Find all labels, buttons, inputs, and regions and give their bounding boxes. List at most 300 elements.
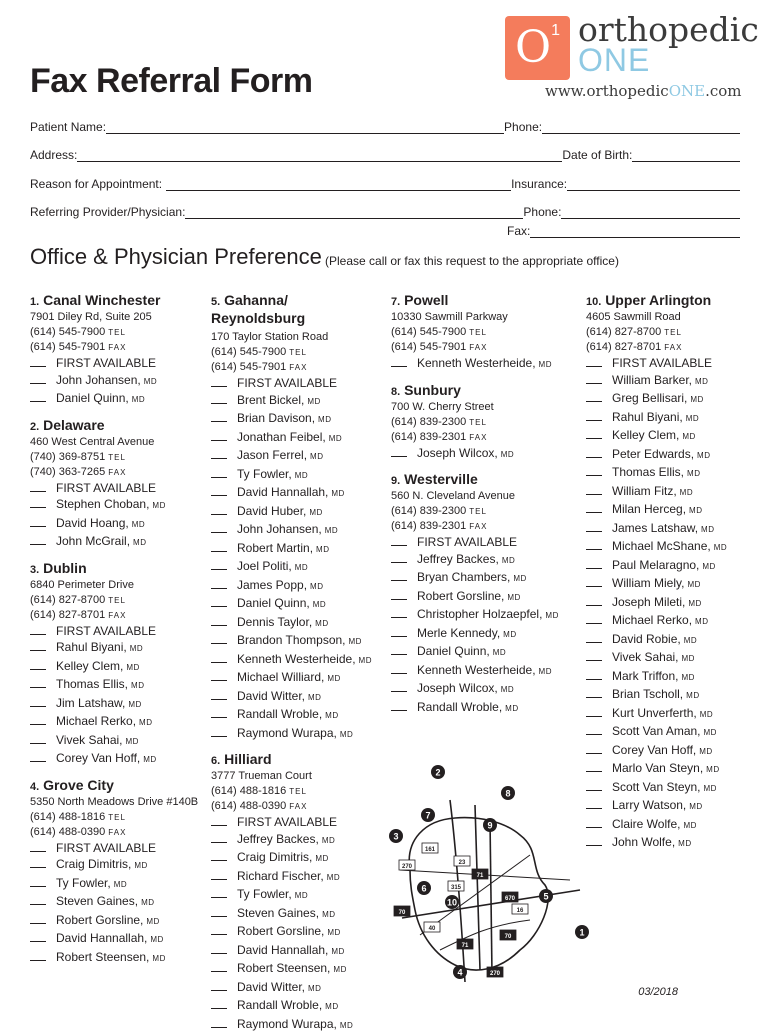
checkbox-line[interactable] (211, 961, 227, 972)
physician-credential: MD (325, 523, 338, 540)
physician-credential: MD (295, 888, 308, 905)
physician-option[interactable] (211, 923, 381, 942)
phone-label: Phone: (504, 120, 542, 134)
physician-option[interactable] (30, 515, 200, 534)
checkbox-line[interactable] (211, 633, 227, 644)
checkbox-line[interactable] (211, 393, 227, 404)
office-address: 460 West Central Avenue (30, 435, 200, 450)
physician-name: Michael Williard, (237, 669, 324, 686)
map-marker-label: 6 (421, 884, 426, 894)
checkbox-line[interactable] (391, 535, 407, 546)
physician-name: FIRST AVAILABLE (237, 375, 337, 392)
physician-credential: MD (704, 725, 717, 742)
office-name (30, 292, 200, 310)
physician-credential: MD (316, 542, 329, 559)
physician-option[interactable] (30, 949, 200, 968)
checkbox-line[interactable] (30, 913, 46, 924)
office-fax: (614) 488-0390 FAX (211, 799, 381, 814)
physician-credential: MD (131, 678, 144, 695)
physician-credential: MD (132, 392, 145, 409)
physician-name: John Johansen, (56, 372, 141, 389)
physician-credential: MD (706, 762, 719, 779)
physician-option[interactable] (586, 427, 756, 446)
office-number: 10. (586, 296, 601, 308)
physician-option[interactable] (30, 480, 200, 497)
physician-option[interactable] (30, 496, 200, 515)
physician-option[interactable] (586, 779, 756, 798)
physician-credential: MD (683, 818, 696, 835)
checkbox-line[interactable] (586, 650, 602, 661)
physician-name: Ty Fowler, (237, 466, 292, 483)
physician-credential: MD (331, 486, 344, 503)
office-name (30, 777, 200, 795)
physician-name: FIRST AVAILABLE (56, 355, 156, 372)
office-tel: (614) 545-7900 TEL (30, 325, 200, 340)
physician-option[interactable] (211, 632, 381, 651)
checkbox-line[interactable] (586, 595, 602, 606)
physician-name: FIRST AVAILABLE (56, 480, 156, 497)
physician-option[interactable] (211, 429, 381, 448)
checkbox-line[interactable] (211, 578, 227, 589)
checkbox-line[interactable] (30, 751, 46, 762)
checkbox-line[interactable] (30, 516, 46, 527)
physician-option[interactable] (391, 445, 576, 464)
physician-credential: MD (309, 505, 322, 522)
physician-name: Greg Bellisari, (612, 390, 687, 407)
physician-credential: MD (310, 449, 323, 466)
checkbox-line[interactable] (586, 632, 602, 643)
physician-option[interactable] (586, 501, 756, 520)
physician-option[interactable] (586, 686, 756, 705)
physician-option[interactable] (211, 484, 381, 503)
physician-credential: MD (313, 597, 326, 614)
checkbox-line[interactable] (211, 726, 227, 737)
checkbox-line[interactable] (391, 446, 407, 457)
physician-option[interactable] (391, 662, 576, 681)
route-number: 71 (462, 943, 469, 949)
address-field[interactable] (77, 149, 562, 162)
physician-option[interactable] (586, 594, 756, 613)
physician-name: James Latshaw, (612, 520, 698, 537)
office-column-3 (391, 284, 576, 717)
checkbox-line[interactable] (391, 626, 407, 637)
physician-option[interactable] (211, 725, 381, 744)
physician-credential: MD (144, 374, 157, 391)
physician-credential: MD (308, 981, 321, 998)
physician-name: Kenneth Westerheide, (237, 651, 356, 668)
logo-text-one: ONE (578, 42, 650, 79)
physician-option[interactable] (211, 558, 381, 577)
physician-option[interactable] (586, 649, 756, 668)
checkbox-line[interactable] (211, 504, 227, 515)
physician-option[interactable] (30, 893, 200, 912)
checkbox-line[interactable] (586, 743, 602, 754)
physician-option[interactable] (30, 930, 200, 949)
reason-field[interactable] (166, 178, 511, 191)
office-tel: (614) 488-1816 TEL (211, 784, 381, 799)
office-address: 700 W. Cherry Street (391, 400, 576, 415)
physician-option[interactable] (586, 575, 756, 594)
physician-option[interactable] (211, 503, 381, 522)
physician-option[interactable] (586, 520, 756, 539)
office-title: Sunbury (404, 382, 461, 398)
physician-name: FIRST AVAILABLE (417, 534, 517, 551)
checkbox-line[interactable] (586, 410, 602, 421)
checkbox-line[interactable] (586, 539, 602, 550)
checkbox-line[interactable] (30, 534, 46, 545)
physician-credential: MD (310, 579, 323, 596)
checkbox-line[interactable] (586, 502, 602, 513)
checkbox-line[interactable] (211, 541, 227, 552)
checkbox-line[interactable] (211, 998, 227, 1009)
physician-name: David Hannallah, (56, 930, 147, 947)
checkbox-line[interactable] (586, 558, 602, 569)
checkbox-line[interactable] (30, 950, 46, 961)
physician-option[interactable] (391, 699, 576, 718)
physician-option[interactable] (211, 905, 381, 924)
checkbox-line[interactable] (211, 522, 227, 533)
checkbox-line[interactable] (586, 706, 602, 717)
office-address: 560 N. Cleveland Avenue (391, 489, 576, 504)
physician-name: Robert Gorsline, (237, 923, 324, 940)
physician-option[interactable] (211, 706, 381, 725)
checkbox-line[interactable] (586, 391, 602, 402)
physician-option[interactable] (211, 595, 381, 614)
physician-option[interactable] (211, 410, 381, 429)
checkbox-line[interactable] (30, 356, 46, 367)
checkbox-line[interactable] (391, 700, 407, 711)
physician-option[interactable] (586, 668, 756, 687)
physician-option[interactable] (391, 569, 576, 588)
physician-name: David Witter, (237, 979, 305, 996)
checkbox-line[interactable] (586, 373, 602, 384)
checkbox-line[interactable] (30, 659, 46, 670)
office-address: 170 Taylor Station Road (211, 330, 381, 345)
physician-credential: MD (507, 590, 520, 607)
checkbox-line[interactable] (586, 521, 602, 532)
office-fax: (614) 545-7901 FAX (30, 340, 200, 355)
physician-option[interactable] (586, 742, 756, 761)
checkbox-line[interactable] (586, 428, 602, 439)
checkbox-line[interactable] (586, 576, 602, 587)
physician-name: Joel Politi, (237, 558, 292, 575)
checkbox-line[interactable] (211, 596, 227, 607)
physician-name: Robert Steensen, (237, 960, 330, 977)
checkbox-line[interactable] (211, 1017, 227, 1028)
checkbox-line[interactable] (30, 931, 46, 942)
physician-option[interactable] (586, 390, 756, 409)
physician-option[interactable] (211, 392, 381, 411)
phone-field[interactable] (542, 121, 740, 134)
checkbox-line[interactable] (30, 841, 46, 852)
physician-credential: MD (150, 932, 163, 949)
physician-name: Randall Wroble, (417, 699, 502, 716)
physician-option[interactable] (586, 409, 756, 428)
office-fax: (614) 545-7901 FAX (391, 340, 576, 355)
checkbox-line[interactable] (211, 670, 227, 681)
physician-option[interactable] (586, 372, 756, 391)
checkbox-line[interactable] (211, 411, 227, 422)
physician-credential: MD (700, 707, 713, 724)
physician-name: Corey Van Hoff, (612, 742, 696, 759)
physician-name: Daniel Quinn, (417, 643, 490, 660)
route-number: 70 (399, 910, 406, 916)
physician-option[interactable] (586, 464, 756, 483)
physician-option[interactable] (211, 814, 381, 831)
fax-field[interactable] (530, 225, 740, 238)
physician-option[interactable] (391, 680, 576, 699)
checkbox-line[interactable] (211, 467, 227, 478)
physician-option[interactable] (30, 856, 200, 875)
physician-option[interactable] (586, 631, 756, 650)
physician-option[interactable] (586, 705, 756, 724)
checkbox-line[interactable] (211, 850, 227, 861)
checkbox-line[interactable] (211, 943, 227, 954)
office-title: Hilliard (224, 751, 271, 767)
physician-credential: MD (322, 833, 335, 850)
physician-name: Brent Bickel, (237, 392, 304, 409)
physician-option[interactable] (211, 375, 381, 392)
physician-credential: MD (143, 752, 156, 769)
physician-credential: MD (114, 877, 127, 894)
map-marker-label: 4 (457, 968, 462, 978)
physician-option[interactable] (211, 688, 381, 707)
office-tel: (614) 827-8700 TEL (30, 593, 200, 608)
checkbox-line[interactable] (391, 552, 407, 563)
physician-name: Kelley Clem, (56, 658, 123, 675)
checkbox-line[interactable] (211, 887, 227, 898)
physician-credential: MD (697, 448, 710, 465)
physician-option[interactable] (586, 557, 756, 576)
checkbox-line[interactable] (211, 559, 227, 570)
physician-option[interactable] (211, 651, 381, 670)
referring-field[interactable] (185, 206, 523, 219)
physician-option[interactable] (586, 797, 756, 816)
checkbox-line[interactable] (211, 689, 227, 700)
map-marker-label: 1 (579, 928, 584, 938)
checkbox-line[interactable] (586, 613, 602, 624)
physician-option[interactable] (586, 538, 756, 557)
office-block (391, 382, 576, 464)
physician-option[interactable] (211, 466, 381, 485)
physician-option[interactable] (586, 816, 756, 835)
physician-credential: MD (501, 682, 514, 699)
checkbox-line[interactable] (211, 906, 227, 917)
checkbox-line[interactable] (391, 607, 407, 618)
physician-option[interactable] (30, 875, 200, 894)
patient-name-field[interactable] (106, 121, 504, 134)
physician-option[interactable] (391, 606, 576, 625)
checkbox-line[interactable] (30, 714, 46, 725)
physician-name: FIRST AVAILABLE (56, 840, 156, 857)
physician-name: Vivek Sahai, (612, 649, 679, 666)
checkbox-line[interactable] (30, 391, 46, 402)
physician-option[interactable] (211, 960, 381, 979)
checkbox-line[interactable] (586, 724, 602, 735)
physician-option[interactable] (211, 886, 381, 905)
checkbox-line[interactable] (391, 663, 407, 674)
checkbox-line[interactable] (211, 924, 227, 935)
physician-option[interactable] (30, 355, 200, 372)
checkbox-line[interactable] (586, 447, 602, 458)
physician-option[interactable] (586, 723, 756, 742)
physician-option[interactable] (586, 355, 756, 372)
office-name (30, 560, 200, 578)
checkbox-line[interactable] (586, 669, 602, 680)
checkbox-line[interactable] (586, 484, 602, 495)
physician-name: Thomas Ellis, (56, 676, 128, 693)
physician-name: FIRST AVAILABLE (237, 814, 337, 831)
checkbox-line[interactable] (30, 624, 46, 635)
checkbox-line[interactable] (30, 497, 46, 508)
physician-credential: MD (682, 651, 695, 668)
checkbox-line[interactable] (391, 681, 407, 692)
patient-row (30, 118, 740, 134)
physician-option[interactable] (586, 612, 756, 631)
physician-name: Brandon Thompson, (237, 632, 346, 649)
checkbox-line[interactable] (30, 857, 46, 868)
physician-option[interactable] (30, 372, 200, 391)
checkbox-line[interactable] (30, 696, 46, 707)
checkbox-line[interactable] (391, 644, 407, 655)
physician-credential: MD (699, 744, 712, 761)
checkbox-line[interactable] (391, 356, 407, 367)
physician-option[interactable] (30, 912, 200, 931)
physician-option[interactable] (586, 834, 756, 853)
route-number: 270 (490, 971, 501, 977)
logo-text-orthopedic: orthopedic (578, 10, 759, 49)
physician-option[interactable] (391, 643, 576, 662)
physician-name: Joseph Mileti, (612, 594, 685, 611)
physician-option[interactable] (211, 447, 381, 466)
office-block (30, 777, 200, 968)
checkbox-line[interactable] (391, 570, 407, 581)
physician-option[interactable] (211, 1016, 381, 1034)
physician-option[interactable] (391, 588, 576, 607)
office-fax: (614) 827-8701 FAX (586, 340, 756, 355)
checkbox-line[interactable] (30, 733, 46, 744)
office-number: 6. (211, 755, 220, 767)
physician-credential: MD (684, 633, 697, 650)
physician-option[interactable] (211, 997, 381, 1016)
physician-credential: MD (714, 540, 727, 557)
section-title: Office & Physician Preference (30, 244, 322, 270)
checkbox-line[interactable] (211, 832, 227, 843)
checkbox-line[interactable] (586, 465, 602, 476)
physician-option[interactable] (30, 695, 200, 714)
physician-name: FIRST AVAILABLE (56, 623, 156, 640)
checkbox-line[interactable] (30, 876, 46, 887)
insurance-field[interactable] (567, 178, 740, 191)
checkbox-line[interactable] (211, 652, 227, 663)
physician-credential: MD (327, 925, 340, 942)
physician-option[interactable] (211, 831, 381, 850)
physician-option[interactable] (391, 355, 576, 374)
office-block (211, 751, 381, 1034)
physician-option[interactable] (391, 625, 576, 644)
physician-credential: MD (702, 559, 715, 576)
checkbox-line[interactable] (586, 356, 602, 367)
physician-option[interactable] (30, 639, 200, 658)
physician-credential: MD (678, 836, 691, 853)
physician-name: Jeffrey Backes, (237, 831, 319, 848)
map-marker-label: 3 (393, 832, 398, 842)
physician-credential: MD (331, 944, 344, 961)
office-block (211, 292, 381, 743)
physician-option[interactable] (30, 750, 200, 769)
physician-option[interactable] (30, 623, 200, 640)
checkbox-line[interactable] (30, 677, 46, 688)
physician-option[interactable] (211, 868, 381, 887)
physician-option[interactable] (211, 577, 381, 596)
physician-option[interactable] (30, 390, 200, 409)
physician-name: Randall Wroble, (237, 706, 322, 723)
physician-credential: MD (704, 781, 717, 798)
physician-option[interactable] (30, 658, 200, 677)
section-note: (Please call or fax this request to the appropriate office) (325, 254, 619, 268)
physician-option[interactable] (211, 614, 381, 633)
physician-name: William Miely, (612, 575, 684, 592)
checkbox-line[interactable] (211, 980, 227, 991)
physician-option[interactable] (30, 533, 200, 552)
physician-option[interactable] (30, 676, 200, 695)
physician-option[interactable] (586, 483, 756, 502)
checkbox-line[interactable] (391, 589, 407, 600)
checkbox-line[interactable] (211, 869, 227, 880)
checkbox-line[interactable] (30, 640, 46, 651)
physician-name: Michael Rerko, (56, 713, 136, 730)
office-number: 7. (391, 296, 400, 308)
checkbox-line[interactable] (30, 481, 46, 492)
physician-option[interactable] (391, 551, 576, 570)
checkbox-line[interactable] (211, 707, 227, 718)
map-marker-label: 10 (447, 898, 457, 908)
checkbox-line[interactable] (211, 430, 227, 441)
route-number: 16 (517, 908, 524, 914)
office-address: 7901 Diley Rd, Suite 205 (30, 310, 200, 325)
physician-option[interactable] (211, 979, 381, 998)
checkbox-line[interactable] (211, 815, 227, 826)
physician-name: William Barker, (612, 372, 692, 389)
physician-option[interactable] (391, 534, 576, 551)
physician-credential: MD (501, 447, 514, 464)
checkbox-line[interactable] (211, 448, 227, 459)
physician-option[interactable] (211, 849, 381, 868)
office-title: Grove City (43, 777, 114, 793)
physician-option[interactable] (586, 760, 756, 779)
physician-option[interactable] (211, 521, 381, 540)
physician-credential: MD (295, 560, 308, 577)
checkbox-line[interactable] (586, 687, 602, 698)
checkbox-line[interactable] (211, 615, 227, 626)
physician-option[interactable] (586, 446, 756, 465)
physician-option[interactable] (30, 732, 200, 751)
phone2-field[interactable] (561, 206, 740, 219)
dob-field[interactable] (632, 149, 740, 162)
checkbox-line[interactable] (30, 894, 46, 905)
checkbox-line[interactable] (211, 376, 227, 387)
physician-name: Michael McShane, (612, 538, 711, 555)
physician-credential: MD (695, 374, 708, 391)
physician-option[interactable] (30, 840, 200, 857)
physician-option[interactable] (211, 540, 381, 559)
physician-option[interactable] (30, 713, 200, 732)
physician-option[interactable] (211, 942, 381, 961)
physician-option[interactable] (211, 669, 381, 688)
physician-name: Craig Dimitris, (237, 849, 312, 866)
checkbox-line[interactable] (211, 485, 227, 496)
checkbox-line[interactable] (30, 373, 46, 384)
